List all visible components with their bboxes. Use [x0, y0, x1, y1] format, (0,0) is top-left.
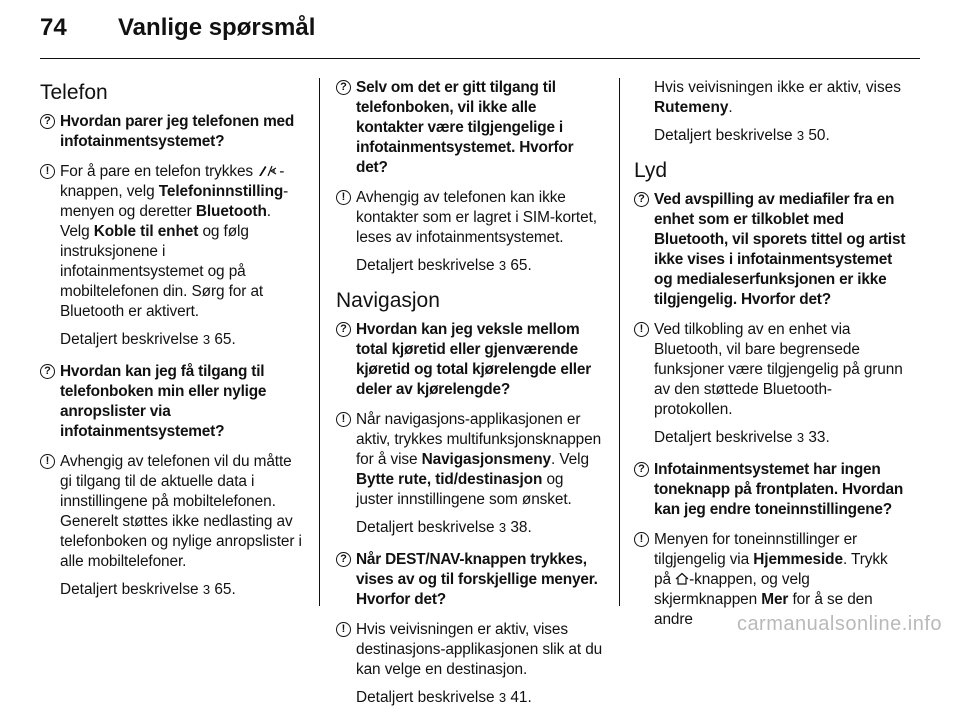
continued-text: Hvis veivisningen ikke er aktiv, vises Rutemeny. [654, 79, 901, 116]
page-reference: Detaljert beskrivelse 3 65. [60, 581, 236, 598]
column-divider-2 [619, 78, 620, 606]
question-block [336, 320, 604, 400]
column-2 [336, 78, 604, 720]
answer-block [336, 620, 604, 680]
answer-icon: ! [634, 532, 649, 547]
page-reference: Detaljert beskrivelse 3 38. [356, 519, 532, 536]
answer-text: Hvis veivisningen er aktiv, vises destinasjons-applikasjonen slik at du kan velge en destinasjon. [356, 621, 603, 678]
answer-block [40, 162, 302, 322]
answer-text: For å pare en telefon trykkes -knappen, velg Telefoninnstilling-menyen og deretter Bluetooth. Velg Koble til enhet og følg instruksjonene i infotainmentsystemet og på mobiltelefonen din. Sørg for at Bluetooth er aktivert. [60, 163, 289, 320]
question-text: Infotainmentsystemet har ingen toneknapp på frontplaten. Hvordan kan jeg endre toneinnstillingene? [654, 461, 904, 518]
page-title: Vanlige spørsmål [118, 14, 316, 41]
answer-icon: ! [336, 190, 351, 205]
section-title-lyd: Lyd [634, 159, 668, 182]
reference-arrow-icon: 3 [202, 332, 211, 347]
question-block [40, 112, 302, 152]
page-reference: Detaljert beskrivelse 3 65. [60, 331, 236, 348]
reference-arrow-icon: 3 [796, 430, 805, 445]
page-reference: Detaljert beskrivelse 3 50. [654, 127, 830, 144]
answer-block [634, 320, 906, 420]
question-icon: ? [336, 80, 351, 95]
watermark: carmanualsonline.info [736, 613, 942, 635]
question-icon: ? [40, 114, 55, 129]
answer-block [336, 410, 604, 510]
column-1 [40, 78, 302, 612]
question-block [40, 362, 302, 442]
question-text: Hvordan parer jeg telefonen med infotainmentsystemet? [60, 113, 295, 150]
answer-icon: ! [634, 322, 649, 337]
question-icon: ? [336, 552, 351, 567]
page-reference: Detaljert beskrivelse 3 33. [654, 429, 830, 446]
question-text: Hvordan kan jeg veksle mellom total kjøretid eller gjenværende kjøretid og total kjørelengde eller deler av kjørelengde? [356, 321, 592, 398]
answer-text: Menyen for toneinnstillinger er tilgjengelig via Hjemmeside. Trykk på -knappen, og velg skjermknappen Mer for å se den andre [654, 531, 888, 628]
section-title-navigasjon: Navigasjon [336, 289, 440, 312]
answer-block [40, 452, 302, 572]
answer-icon: ! [40, 454, 55, 469]
answer-block [336, 188, 604, 248]
question-icon: ? [634, 462, 649, 477]
answer-text: Avhengig av telefonen vil du måtte gi tilgang til de aktuelle data i innstillingene på mobiltelefonen. Generelt støttes ikke nedlasting av telefonboken og nylige anropslister i alle mobiltelefoner. [60, 453, 302, 570]
reference-arrow-icon: 3 [498, 520, 507, 535]
question-block [336, 550, 604, 610]
answer-text: Ved tilkobling av en enhet via Bluetooth, vil bare begrensede funksjoner være tilgjengelig på grunn av den støttede Bluetooth-protokollen. [654, 321, 903, 418]
reference-arrow-icon: 3 [498, 258, 507, 273]
home-icon [675, 572, 689, 585]
page-reference: Detaljert beskrivelse 3 65. [356, 257, 532, 274]
answer-text: Avhengig av telefonen kan ikke kontakter som er lagret i SIM-kortet, leses av infotainmentsystemet. [356, 189, 597, 246]
question-icon: ? [336, 322, 351, 337]
column-3 [634, 78, 906, 640]
page-header [40, 14, 315, 50]
answer-icon: ! [336, 412, 351, 427]
phone-button-icon [257, 164, 279, 178]
question-block [336, 78, 604, 178]
header-divider [40, 58, 920, 59]
question-block [634, 460, 906, 520]
answer-icon: ! [336, 622, 351, 637]
question-icon: ? [40, 364, 55, 379]
page-number: 74 [40, 14, 67, 41]
reference-arrow-icon: 3 [796, 128, 805, 143]
question-text: Hvordan kan jeg få tilgang til telefonboken min eller nylige anropslister via infotainmentsystemet? [60, 363, 267, 440]
answer-icon: ! [40, 164, 55, 179]
column-divider-1 [319, 78, 320, 606]
section-title-telefon: Telefon [40, 81, 108, 104]
question-icon: ? [634, 192, 649, 207]
reference-arrow-icon: 3 [498, 690, 507, 705]
reference-arrow-icon: 3 [202, 582, 211, 597]
question-text: Selv om det er gitt tilgang til telefonboken, vil ikke alle kontakter være tilgjengelige i infotainmentsystemet. Hvorfor det? [356, 79, 574, 176]
question-text: Ved avspilling av mediafiler fra en enhet som er tilkoblet med Bluetooth, vil sporets tittel og artist ikke vises i infotainmentsystemet og medialeserfunksjonen er ikke tilgjengelig. Hvorfor det? [654, 191, 906, 308]
page-reference: Detaljert beskrivelse 3 41. [356, 689, 532, 706]
question-text: Når DEST/NAV-knappen trykkes, vises av og til forskjellige menyer. Hvorfor det? [356, 551, 598, 608]
answer-text: Når navigasjons-applikasjonen er aktiv, trykkes multifunksjonsknappen for å vise Navigasjonsmeny. Velg Bytte rute, tid/destinasjon og juster innstillingene som ønsket. [356, 411, 602, 508]
question-block [634, 190, 906, 310]
